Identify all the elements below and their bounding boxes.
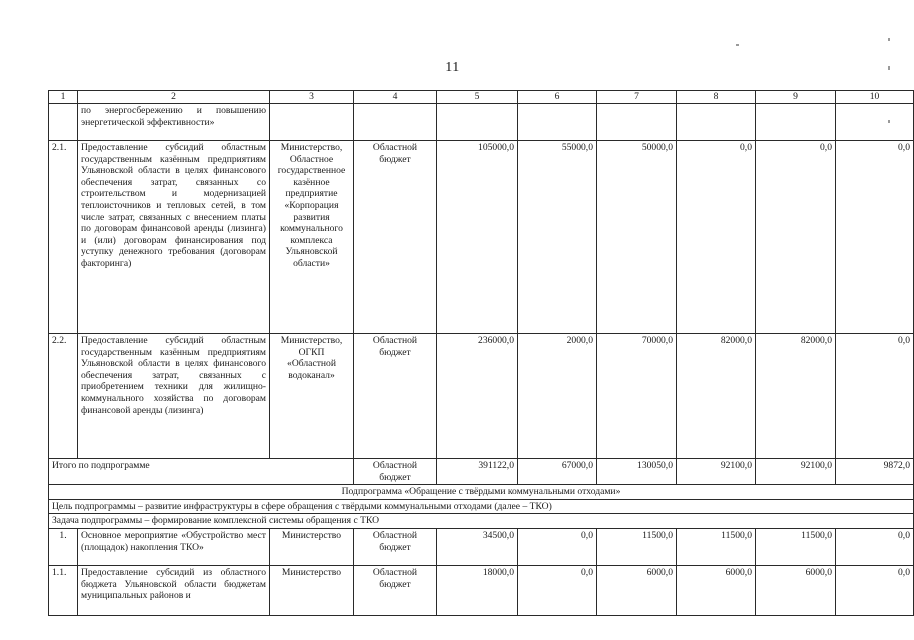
scan-mark <box>888 66 890 70</box>
row-value: 55000,0 <box>518 141 597 334</box>
column-header: 6 <box>518 91 597 104</box>
column-header: 8 <box>677 91 756 104</box>
column-header: 4 <box>354 91 437 104</box>
row-number: 1. <box>49 528 78 565</box>
column-header: 2 <box>78 91 270 104</box>
total-value: 67000,0 <box>518 459 597 485</box>
section-row <box>49 485 914 500</box>
row-executor: Министерство <box>270 528 354 565</box>
row-value: 0,0 <box>836 528 914 565</box>
row-value <box>756 104 836 141</box>
total-source: Областной бюджет <box>354 459 437 485</box>
row-executor <box>270 104 354 141</box>
row-description: по энергосбережению и повышению энергетической эффективности» <box>78 104 270 141</box>
row-value: 2000,0 <box>518 334 597 459</box>
row-value: 0,0 <box>836 141 914 334</box>
row-value: 50000,0 <box>597 141 677 334</box>
row-value: 11500,0 <box>677 528 756 565</box>
budget-table <box>48 90 914 616</box>
row-value: 0,0 <box>677 141 756 334</box>
row-value <box>677 104 756 141</box>
scan-mark <box>888 38 890 41</box>
row-value: 6000,0 <box>677 565 756 615</box>
section-row <box>49 514 914 529</box>
total-label: Итого по подпрограмме <box>49 459 354 485</box>
row-value: 105000,0 <box>437 141 518 334</box>
subprogram-title: Подпрограмма «Обращение с твёрдыми коммунальными отходами» <box>49 485 914 500</box>
total-value: 92100,0 <box>677 459 756 485</box>
row-description: Предоставление субсидий из областного бюджета Ульяновской области бюджетам муниципальных районов и <box>78 565 270 615</box>
column-header: 10 <box>836 91 914 104</box>
scan-mark <box>736 44 739 46</box>
row-value: 82000,0 <box>677 334 756 459</box>
row-value: 0,0 <box>836 565 914 615</box>
total-value: 92100,0 <box>756 459 836 485</box>
row-value: 236000,0 <box>437 334 518 459</box>
row-source: Областной бюджет <box>354 334 437 459</box>
row-value: 0,0 <box>518 528 597 565</box>
row-value: 18000,0 <box>437 565 518 615</box>
column-header: 9 <box>756 91 836 104</box>
row-value: 11500,0 <box>756 528 836 565</box>
column-header-row <box>49 91 914 104</box>
row-source: Областной бюджет <box>354 528 437 565</box>
table-row <box>49 334 914 459</box>
total-value: 130050,0 <box>597 459 677 485</box>
row-number: 2.2. <box>49 334 78 459</box>
page-number: 11 <box>445 60 460 75</box>
row-value: 11500,0 <box>597 528 677 565</box>
row-value <box>518 104 597 141</box>
table-row <box>49 141 914 334</box>
row-value <box>836 104 914 141</box>
row-source: Областной бюджет <box>354 565 437 615</box>
subprogram-goal: Цель подпрограммы – развитие инфраструктуры в сфере обращения с твёрдыми коммунальными отходами (далее – ТКО) <box>49 499 914 514</box>
row-source <box>354 104 437 141</box>
row-number: 2.1. <box>49 141 78 334</box>
row-value: 70000,0 <box>597 334 677 459</box>
row-description: Предоставление субсидий областным государственным казённым предприятиям Ульяновской области в целях финансового обеспечения затрат, связанных с приобретением техники для жилищно-коммунального хозяйства по договорам финансовой аренды (лизинга) <box>78 334 270 459</box>
row-number <box>49 104 78 141</box>
row-value <box>597 104 677 141</box>
column-header: 5 <box>437 91 518 104</box>
row-description: Предоставление субсидий областным государственным казённым предприятиям Ульяновской области в целях финансового обеспечения затрат, связанных со строительством и модернизацией теплоисточников и тепловых сетей, в том числе затрат, связанных с внесением платы по договорам финансовой аренды (лизинга) и (или) договорам финансирования под уступку денежного требования (договорам факторинга) <box>78 141 270 334</box>
row-value <box>437 104 518 141</box>
row-value: 0,0 <box>836 334 914 459</box>
table-row <box>49 565 914 615</box>
row-executor: Министерство, Областное государственное казённое предприятие «Корпорация развития коммунального комплекса Ульяновской области» <box>270 141 354 334</box>
row-value: 82000,0 <box>756 334 836 459</box>
row-number: 1.1. <box>49 565 78 615</box>
column-header: 7 <box>597 91 677 104</box>
table-row <box>49 104 914 141</box>
table-row <box>49 528 914 565</box>
row-source: Областной бюджет <box>354 141 437 334</box>
total-row <box>49 459 914 485</box>
column-header: 3 <box>270 91 354 104</box>
subprogram-task: Задача подпрограммы – формирование комплексной системы обращения с ТКО <box>49 514 914 529</box>
row-value: 0,0 <box>518 565 597 615</box>
column-header: 1 <box>49 91 78 104</box>
total-value: 391122,0 <box>437 459 518 485</box>
row-value: 34500,0 <box>437 528 518 565</box>
row-value: 6000,0 <box>756 565 836 615</box>
row-value: 0,0 <box>756 141 836 334</box>
row-executor: Министерство <box>270 565 354 615</box>
total-value: 9872,0 <box>836 459 914 485</box>
row-description: Основное мероприятие «Обустройство мест (площадок) накопления ТКО» <box>78 528 270 565</box>
row-value: 6000,0 <box>597 565 677 615</box>
section-row <box>49 499 914 514</box>
row-executor: Министерство, ОГКП «Областной водоканал» <box>270 334 354 459</box>
